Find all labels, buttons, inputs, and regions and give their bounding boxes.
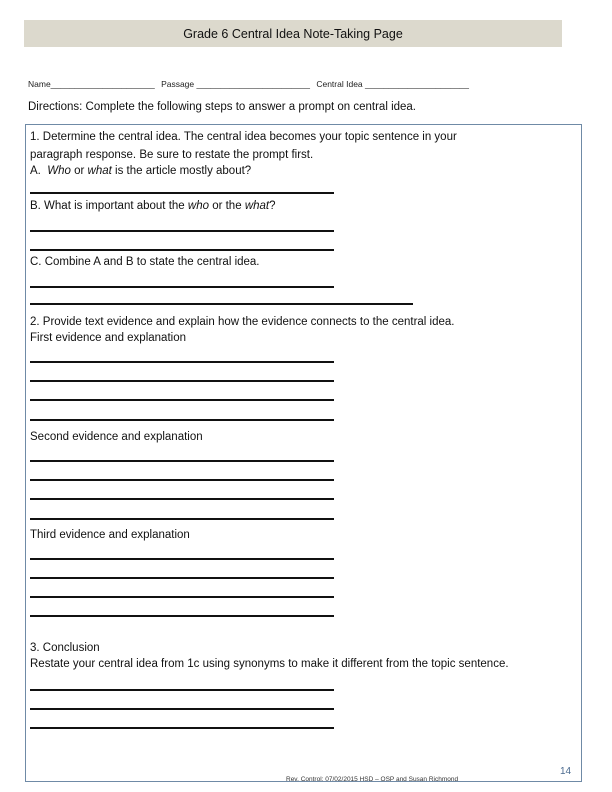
answer-line[interactable] xyxy=(30,380,334,382)
answer-line[interactable] xyxy=(30,689,334,691)
answer-line[interactable] xyxy=(30,577,334,579)
third-evidence-label: Third evidence and explanation xyxy=(30,529,190,541)
answer-line[interactable] xyxy=(30,303,413,305)
step1-question-c: C. Combine A and B to state the central idea. xyxy=(30,256,260,268)
answer-line[interactable] xyxy=(30,615,334,617)
answer-line[interactable] xyxy=(30,498,334,500)
revision-control-footer: Rev. Control: 07/02/2015 HSD – OSP and Susan Richmond xyxy=(286,776,459,783)
answer-line[interactable] xyxy=(30,249,334,251)
directions-text: Directions: Complete the following steps to answer a prompt on central idea. xyxy=(28,101,417,113)
answer-line[interactable] xyxy=(30,230,334,232)
answer-line[interactable] xyxy=(30,361,334,363)
page-title-bar xyxy=(24,20,562,47)
info-row xyxy=(28,79,588,89)
page-title: Grade 6 Central Idea Note-Taking Page xyxy=(183,26,403,41)
conclusion-instructions: Restate your central idea from 1c using synonyms to make it different from the topic sentence. xyxy=(30,658,509,670)
step3-heading: 3. Conclusion xyxy=(30,642,100,654)
answer-line[interactable] xyxy=(30,479,334,481)
step1-subtext: paragraph response. Be sure to restate the prompt first. xyxy=(30,149,314,161)
first-evidence-label: First evidence and explanation xyxy=(30,332,186,344)
step1-heading: 1. Determine the central idea. The central idea becomes your topic sentence in your xyxy=(30,131,457,143)
answer-line[interactable] xyxy=(30,558,334,560)
answer-line[interactable] xyxy=(30,419,334,421)
answer-line[interactable] xyxy=(30,708,334,710)
central-idea-field[interactable]: Central Idea ______________________ xyxy=(316,79,470,89)
second-evidence-label: Second evidence and explanation xyxy=(30,431,203,443)
answer-line[interactable] xyxy=(30,727,334,729)
name-field[interactable]: Name______________________ xyxy=(28,79,155,89)
page-number: 14 xyxy=(560,766,572,777)
notes-box xyxy=(25,124,582,782)
step2-heading: 2. Provide text evidence and explain how the evidence connects to the central idea. xyxy=(30,316,455,328)
answer-line[interactable] xyxy=(30,399,334,401)
answer-line[interactable] xyxy=(30,596,334,598)
step1-question-b: B. What is important about the who or the what? xyxy=(30,200,276,212)
answer-line[interactable] xyxy=(30,286,334,288)
answer-line[interactable] xyxy=(30,460,334,462)
answer-line[interactable] xyxy=(30,192,334,194)
step1-question-a: A. Who or what is the article mostly about? xyxy=(30,165,252,177)
answer-line[interactable] xyxy=(30,518,334,520)
passage-field[interactable]: Passage ________________________ xyxy=(161,79,310,89)
